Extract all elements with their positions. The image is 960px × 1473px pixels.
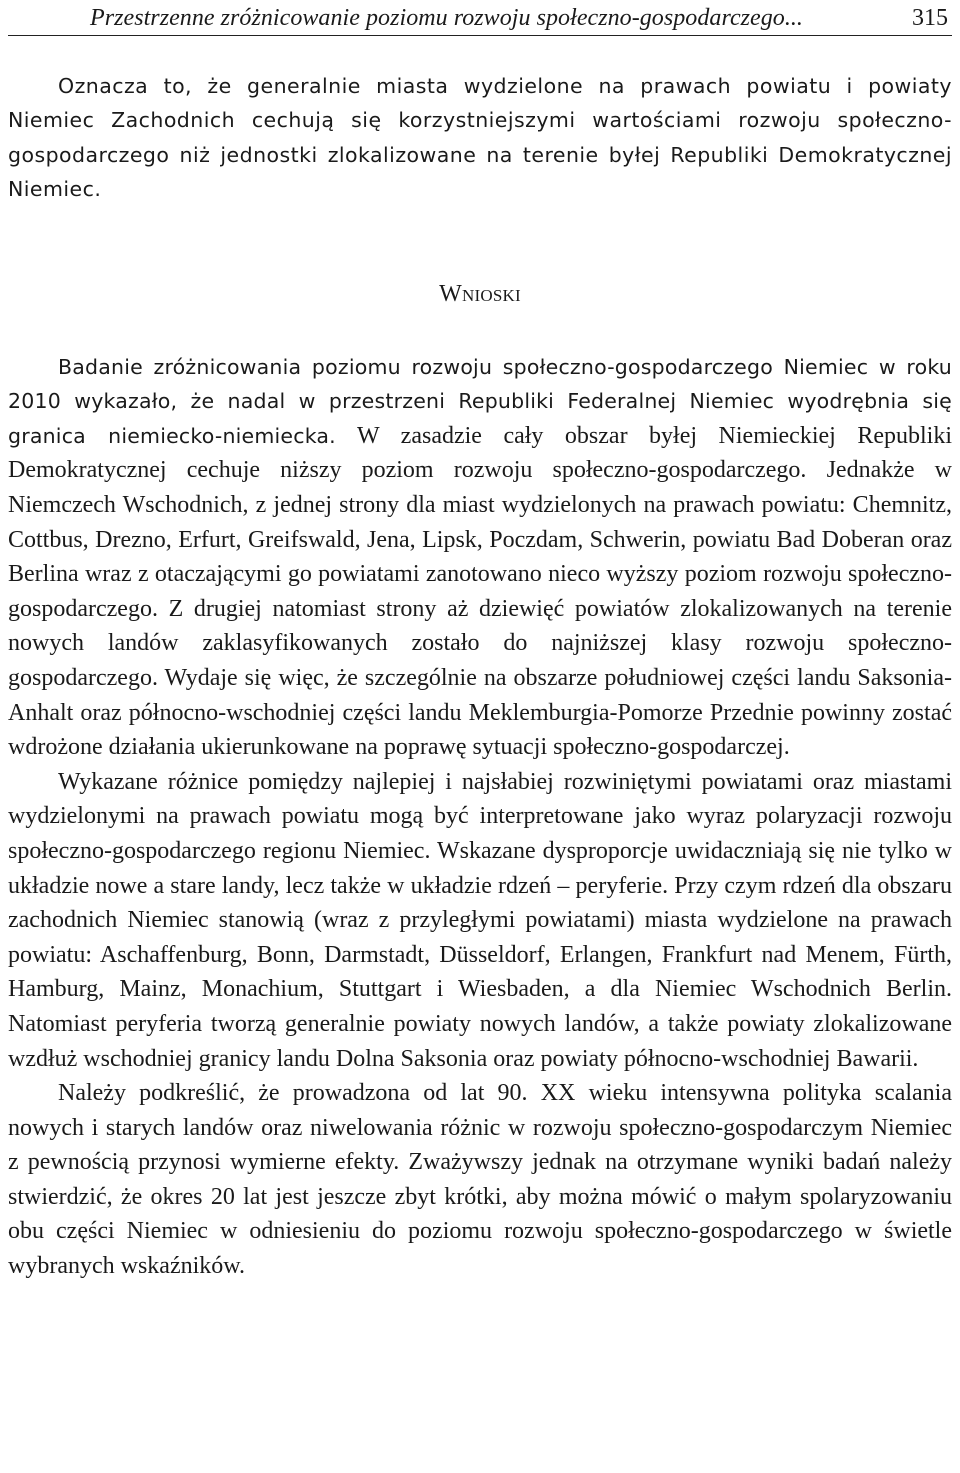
running-title: Przestrzenne zróżnicowanie poziomu rozwoju społeczno-gospodarczego... [90, 5, 803, 31]
intro-paragraph: Oznacza to, że generalnie miasta wydzielone na prawach powiatu i powiaty Niemiec Zachodnich cechują się korzystniejszymi wartościami rozwoju społeczno-gospodarczego niż jednostki zlokalizowane na terenie byłej Republiki Demokratycznej Niemiec. [8, 74, 952, 202]
paragraph-1-part-3: Jednakże w Niemczech Wschodnich, z jednej strony dla miast wydzielonych na prawach powiatu: Chemnitz, Cottbus, Drezno, Erfurt, Greifswald, Jena, Lipsk, Poczdam, Schwerin, powiatu Bad Doberan oraz Berlina wraz z otaczającymi go powiatami zanotowano nieco wyższy poziom rozwoju społeczno-gospodarczego. Z drugiej natomiast strony aż dziewięć powiatów zlokalizowanych na terenie nowych landów zaklasyfikowanych zostało do najniższej klasy rozwoju społeczno-gospodarczego. Wydaje się więc, że szczególnie na obszarze południowej części landu Saksonia-Anhalt oraz północno-wschodniej części landu Meklemburgia-Pomorze Przednie powinny zostać wdrożone działania ukierunkowane na poprawę sytuacji społeczno-gospodarczej. [8, 457, 953, 761]
page-body [8, 69, 952, 1284]
running-header [8, 0, 952, 36]
paragraph-1-part-1: Badanie zróżnicowania poziomu rozwoju społeczno-gospodarczego Niemiec w roku 2010 wykazało, że nadal w przestrzeni Republiki Federalnej Niemiec wyodrębnia się granica niemiecko-niemiecka. [8, 354, 952, 448]
page-number: 315 [912, 5, 948, 31]
section-heading [8, 277, 952, 311]
section-heading-text: Wnioski [439, 280, 521, 307]
conclusions-paragraph-1 [8, 350, 952, 765]
conclusions-paragraph-2: Wykazane różnice pomiędzy najlepiej i najsłabiej rozwiniętymi powiatami oraz miastami wydzielonymi na prawach powiatu mogą być interpretowane jako wyraz polaryzacji rozwoju społeczno-gospodarczego regionu Niemiec. Wskazane dysproporcje uwidaczniają się nie tylko w układzie nowe a stare landy, lecz także w układzie rdzeń – peryferie. Przy czym rdzeń dla obszaru zachodnich Niemiec stanowią (wraz z przyległymi powiatami) miasta wydzielone na prawach powiatu: Aschaffenburg, Bonn, Darmstadt, Düsseldorf, Erlangen, Frankfurt nad Menem, Fürth, Hamburg, Mainz, Monachium, Stuttgart i Wiesbaden, a dla Niemiec Wschodnich Berlin. Natomiast peryferia tworzą generalnie powiaty nowych landów, a także powiaty zlokalizowane wzdłuż wschodniej granicy landu Dolna Saksonia oraz powiaty północno-wschodniej Bawarii. [8, 768, 952, 1072]
conclusions-paragraph-3: Należy podkreślić, że prowadzona od lat 90. XX wieku intensywna polityka scalania nowych i starych landów oraz niwelowania różnic w rozwoju społeczno-gospodarczym Niemiec z pewnością przynosi wymierne efekty. Zważywszy jednak na otrzymane wyniki badań należy stwierdzić, że okres 20 lat jest jeszcze zbyt krótki, aby można mówić o małym spolaryzowaniu obu części Niemiec w odniesieniu do poziomu rozwoju społeczno-gospodarczego w świetle wybranych wskaźników. [8, 1080, 952, 1280]
paragraph-1-part-2: W zasadzie cały obszar byłej Niemieckiej Republiki Demokratycznej cechuje niższy poziom rozwoju społeczno-gospodarczego. [8, 422, 952, 484]
